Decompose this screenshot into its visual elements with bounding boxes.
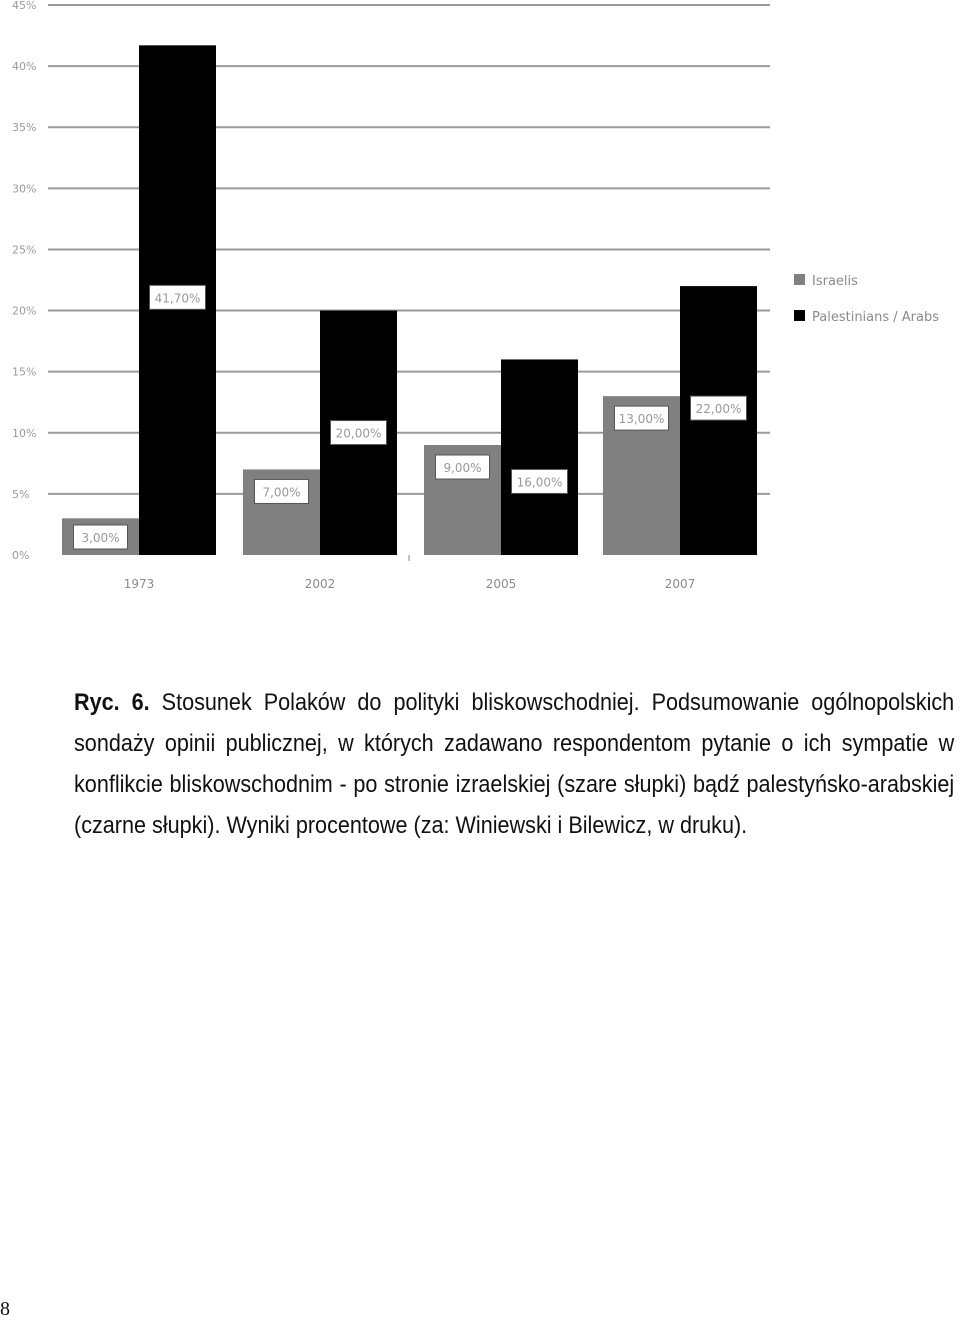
y-tick-label: 20% <box>12 304 37 318</box>
legend-label: Israelis <box>812 274 858 289</box>
data-label: 41,70% <box>154 291 201 306</box>
y-tick-label: 25% <box>12 243 37 257</box>
data-label: 20,00% <box>335 426 382 441</box>
y-tick-label: 40% <box>12 60 37 74</box>
caption-text: Stosunek Polaków do polityki bliskowschodniej. Podsumowanie ogólnopolskich sondaży opinii publicznej, w których zadawano respondentom pytanie o ich sympatie w konflikcie bliskowschodnim - po stronie izraelskiej (szare słupki) bądź palestyńsko-arabskiej (czarne słupki). Wyniki procentowe (za: Winiewski i Bilewicz, w druku). <box>74 689 955 839</box>
legend-label: Palestinians / Arabs <box>812 310 940 325</box>
bar-palestinians-arabs <box>501 359 578 555</box>
data-label: 22,00% <box>695 402 742 417</box>
data-label: 9,00% <box>443 461 482 475</box>
y-tick-label: 10% <box>12 426 37 440</box>
y-tick-label: 45% <box>12 0 37 12</box>
page-number: 8 <box>0 1298 10 1320</box>
bar-chart <box>0 0 960 620</box>
x-tick-label: 2007 <box>664 577 696 591</box>
x-tick-label: 1973 <box>123 577 155 591</box>
data-label: 16,00% <box>516 475 563 490</box>
y-tick-label: 35% <box>12 121 37 135</box>
x-tick-label: 2005 <box>485 577 517 591</box>
y-tick-label: 5% <box>12 487 30 501</box>
caption-label: Ryc. 6. <box>74 689 150 716</box>
legend-swatch <box>794 310 805 321</box>
data-label: 3,00% <box>81 531 120 545</box>
y-tick-label: 15% <box>12 365 37 379</box>
y-tick-label: 0% <box>12 549 30 562</box>
data-label: 13,00% <box>618 412 665 427</box>
figure-caption <box>74 682 954 846</box>
x-tick-label: 2002 <box>304 577 336 591</box>
legend-swatch <box>794 274 805 285</box>
y-tick-label: 30% <box>12 182 37 196</box>
data-label: 7,00% <box>262 485 301 500</box>
